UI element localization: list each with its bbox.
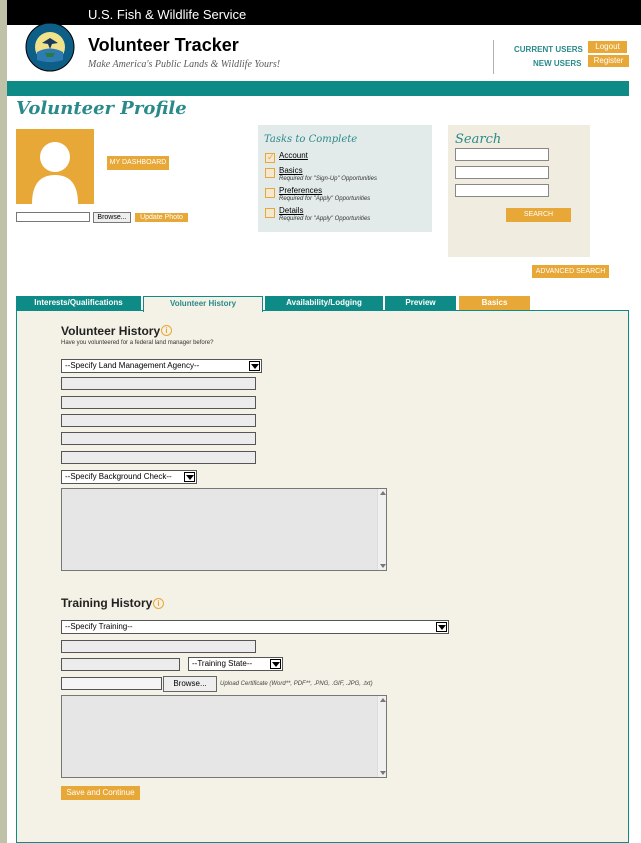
chevron-down-icon	[249, 361, 260, 371]
page-title: Volunteer Profile	[16, 98, 187, 119]
update-photo-button[interactable]: Update Photo	[135, 213, 188, 222]
app-title: Volunteer Tracker	[88, 35, 239, 55]
search-input-3[interactable]	[455, 184, 549, 197]
info-icon[interactable]: i	[153, 598, 164, 609]
task-name[interactable]: Account	[279, 151, 308, 160]
task-requirement: Required for "Apply" Opportunities	[279, 196, 371, 202]
history-input-5[interactable]	[61, 451, 256, 464]
volunteer-history-title: Volunteer History	[61, 324, 161, 338]
select-value: --Training State--	[192, 659, 253, 668]
tab-basics[interactable]: Basics	[459, 296, 530, 310]
background-check-select[interactable]	[61, 470, 197, 484]
tasks-panel	[258, 125, 432, 232]
tab-panel	[16, 310, 629, 843]
training-date-input[interactable]	[61, 658, 180, 671]
tab-preview[interactable]: Preview	[385, 296, 456, 310]
task-checkbox[interactable]	[265, 208, 275, 218]
history-textarea[interactable]	[61, 488, 387, 571]
training-textarea[interactable]	[61, 695, 387, 778]
select-value: --Specify Background Check--	[65, 472, 172, 481]
logout-button[interactable]: Logout	[588, 41, 627, 53]
page	[7, 0, 641, 843]
photo-file-input[interactable]	[16, 212, 90, 222]
agency-name: U.S. Fish & Wildlife Service	[88, 7, 247, 22]
save-and-continue-button[interactable]: Save and Continue	[61, 786, 140, 800]
my-dashboard-button[interactable]: MY DASHBOARD	[107, 156, 169, 170]
history-input-2[interactable]	[61, 396, 256, 409]
select-value: --Specify Land Management Agency--	[65, 361, 200, 370]
register-button[interactable]: Register	[588, 55, 629, 67]
certificate-file-input[interactable]	[61, 677, 162, 690]
training-select[interactable]	[61, 620, 449, 634]
search-title: Search	[455, 132, 502, 147]
volunteer-history-hint: Have you volunteered for a federal land manager before?	[61, 340, 214, 346]
task-requirement: Required for "Sign-Up" Opportunities	[279, 176, 377, 182]
task-checkbox[interactable]	[265, 168, 275, 178]
tasks-title: Tasks to Complete	[264, 134, 358, 145]
history-input-3[interactable]	[61, 414, 256, 427]
advanced-search-button[interactable]: ADVANCED SEARCH	[532, 265, 609, 278]
upload-certificate-hint: Upload Certificate (Word**, PDF**, .PNG, .GIF, .JPG, .txt)	[220, 681, 373, 687]
training-history-title: Training History	[61, 596, 153, 610]
header-teal-band	[7, 81, 629, 96]
tab-interests-qualifications[interactable]: Interests/Qualifications	[16, 296, 141, 310]
checkmark-icon: ✓	[267, 152, 275, 162]
chevron-down-icon	[270, 659, 281, 669]
history-input-1[interactable]	[61, 377, 256, 390]
task-name[interactable]: Basics	[279, 166, 303, 175]
info-icon[interactable]: i	[161, 325, 172, 336]
scrollbar[interactable]	[377, 696, 386, 777]
usfws-logo	[25, 5, 75, 72]
task-name[interactable]: Preferences	[279, 186, 323, 195]
current-users-label: CURRENT USERS	[514, 45, 583, 54]
search-button[interactable]: SEARCH	[506, 208, 571, 222]
new-users-label: NEW USERS	[533, 59, 582, 68]
search-input-2[interactable]	[455, 166, 549, 179]
certificate-browse-button[interactable]: Browse...	[163, 676, 217, 692]
header-divider	[493, 40, 494, 74]
scrollbar[interactable]	[377, 489, 386, 570]
land-agency-select[interactable]	[61, 359, 262, 373]
task-checkbox[interactable]	[265, 188, 275, 198]
training-input[interactable]	[61, 640, 256, 653]
select-value: --Specify Training--	[65, 622, 133, 631]
task-name[interactable]: Details	[279, 206, 304, 215]
search-panel	[448, 125, 590, 257]
search-input-1[interactable]	[455, 148, 549, 161]
chevron-down-icon	[184, 472, 195, 482]
tagline: Make America's Public Lands & Wildlife Yours!	[88, 59, 281, 70]
training-state-select[interactable]	[188, 657, 283, 671]
tab-availability-lodging[interactable]: Availability/Lodging	[265, 296, 383, 310]
tab-volunteer-history[interactable]: Volunteer History	[143, 296, 263, 312]
chevron-down-icon	[436, 622, 447, 632]
history-input-4[interactable]	[61, 432, 256, 445]
photo-browse-button[interactable]: Browse...	[93, 212, 131, 223]
task-checkbox[interactable]	[265, 153, 275, 163]
task-requirement: Required for "Apply" Opportunities	[279, 216, 371, 222]
avatar	[16, 129, 94, 204]
top-bar	[7, 0, 641, 25]
